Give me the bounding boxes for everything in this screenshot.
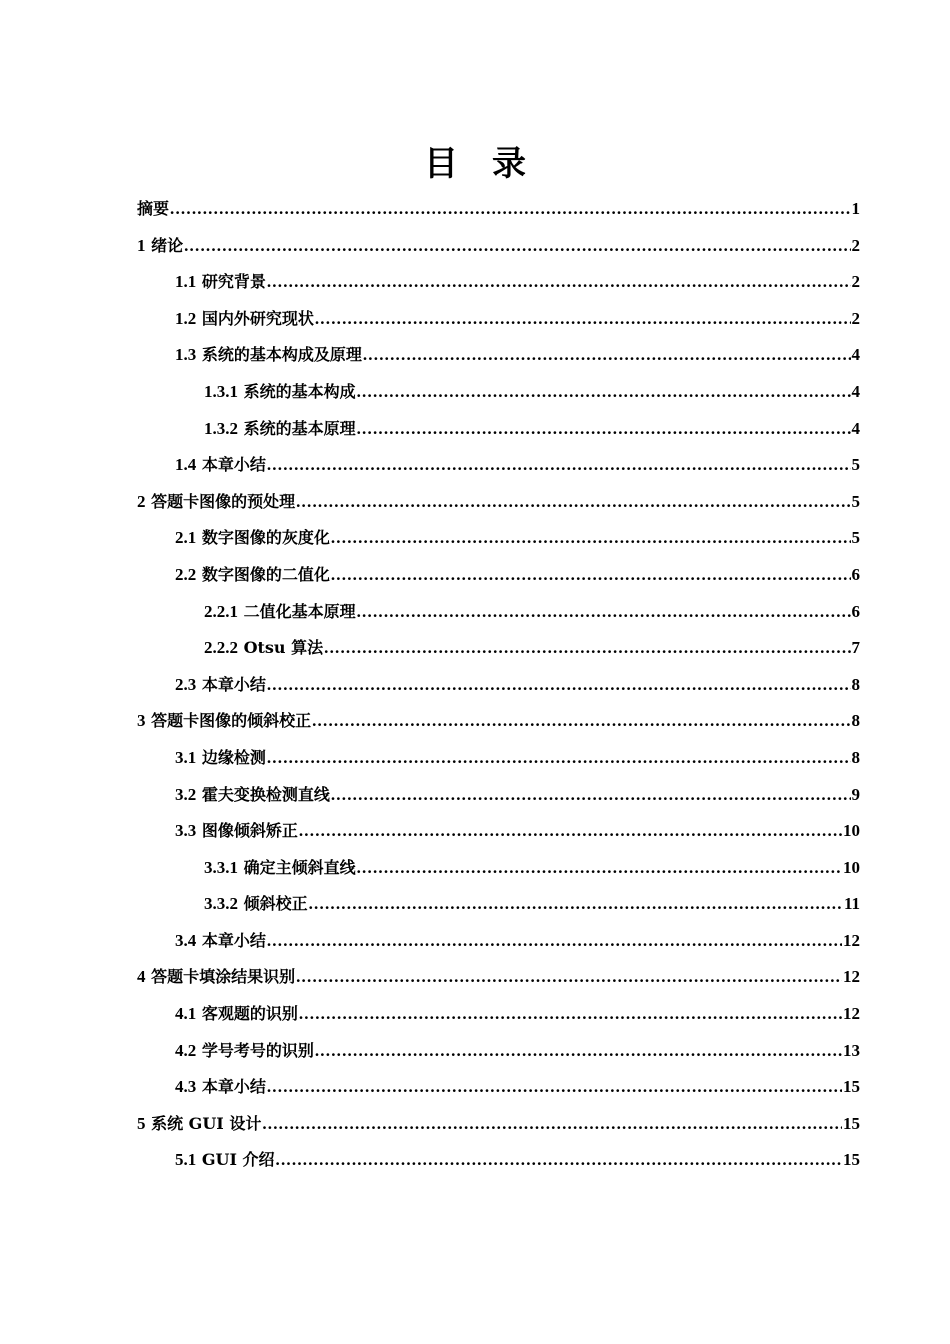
toc-entry-label xyxy=(175,1147,275,1173)
toc-entry-label xyxy=(137,1111,261,1137)
toc-dot-leader xyxy=(262,1111,842,1137)
toc-entry-number: 1.3.2 xyxy=(204,418,238,438)
toc-dot-leader xyxy=(267,672,851,698)
toc-entry-label xyxy=(175,1001,298,1027)
toc-dot-leader xyxy=(276,1147,842,1173)
toc-entry-page: 12 xyxy=(843,1004,860,1024)
toc-entry-number: 2.2.1 xyxy=(204,601,238,621)
toc-dot-leader xyxy=(267,269,851,295)
toc-entry-label xyxy=(137,708,311,734)
toc-entry-label xyxy=(204,635,323,661)
toc-entry-label xyxy=(204,599,356,625)
toc-entry[interactable] xyxy=(137,379,860,416)
toc-entry-text: Otsu 算法 xyxy=(243,638,324,658)
toc-entry[interactable] xyxy=(137,306,860,343)
toc-dot-leader xyxy=(267,452,851,478)
toc-entry-number: 3.4 xyxy=(175,930,197,950)
toc-entry-number: 3.3 xyxy=(175,821,197,841)
toc-entry[interactable] xyxy=(137,745,860,782)
toc-entry-label xyxy=(137,964,295,990)
toc-entry-text: 本章小结 xyxy=(201,455,266,475)
toc-entry-page: 15 xyxy=(843,1113,860,1133)
toc-dot-leader xyxy=(170,196,850,222)
toc-entry-number: 5 xyxy=(137,1113,146,1133)
toc-entry-page: 4 xyxy=(851,345,860,365)
toc-entry[interactable] xyxy=(137,342,860,379)
toc-dot-leader xyxy=(267,745,851,771)
toc-entry-page: 5 xyxy=(851,491,860,511)
toc-entry[interactable] xyxy=(137,1147,860,1184)
toc-entry-label xyxy=(175,745,266,771)
toc-entry-text: 二值化基本原理 xyxy=(243,601,356,621)
toc-title-left: 目 xyxy=(424,144,458,184)
toc-entry-number: 1.3 xyxy=(175,345,197,365)
toc-entry-page: 15 xyxy=(843,1150,860,1170)
toc-entry-page: 5 xyxy=(851,455,860,475)
toc-dot-leader xyxy=(331,562,851,588)
toc-entry-page: 15 xyxy=(843,1077,860,1097)
toc-entry-page: 9 xyxy=(851,784,860,804)
toc-entry-page: 12 xyxy=(843,930,860,950)
toc-entry-number: 2.2 xyxy=(175,564,197,584)
toc-entry-label xyxy=(175,562,330,588)
toc-entry-number: 4 xyxy=(137,967,146,987)
toc-entry-number: 3.3.2 xyxy=(204,894,238,914)
toc-entry[interactable] xyxy=(137,818,860,855)
toc-entry-text: 本章小结 xyxy=(201,930,266,950)
toc-entry-number: 4.2 xyxy=(175,1040,197,1060)
toc-entry-text: 数字图像的二值化 xyxy=(201,564,330,584)
toc-entry-page: 4 xyxy=(851,418,860,438)
toc-title xyxy=(0,136,950,185)
toc-entry-page: 2 xyxy=(851,235,860,255)
toc-entry-text: 图像倾斜矫正 xyxy=(201,821,298,841)
toc-entry[interactable] xyxy=(137,599,860,636)
toc-entry-text: 数字图像的灰度化 xyxy=(201,528,330,548)
toc-dot-leader xyxy=(312,708,850,734)
toc-entry[interactable] xyxy=(137,196,860,233)
toc-entry[interactable] xyxy=(137,269,860,306)
toc-entry-text: 答题卡填涂结果识别 xyxy=(151,967,296,987)
toc-entry-text: 研究背景 xyxy=(201,272,266,292)
toc-entry-label xyxy=(204,855,356,881)
toc-entry[interactable] xyxy=(137,928,860,965)
toc-list xyxy=(137,196,860,1184)
toc-entry-page: 1 xyxy=(851,199,860,218)
toc-dot-leader xyxy=(315,306,851,332)
toc-entry-page: 7 xyxy=(851,638,860,658)
toc-entry-number: 1.4 xyxy=(175,455,197,475)
toc-entry-text: 系统的基本原理 xyxy=(243,418,356,438)
toc-dot-leader xyxy=(296,964,842,990)
toc-entry-number: 1.2 xyxy=(175,308,197,328)
toc-entry[interactable] xyxy=(137,562,860,599)
toc-entry-number: 3.2 xyxy=(175,784,197,804)
toc-entry-text: 客观题的识别 xyxy=(201,1004,298,1024)
toc-entry-page: 4 xyxy=(851,381,860,401)
toc-entry[interactable] xyxy=(137,452,860,489)
toc-entry-page: 6 xyxy=(851,564,860,584)
toc-entry-number: 4.1 xyxy=(175,1004,197,1024)
toc-entry[interactable] xyxy=(137,416,860,453)
toc-entry-text: 国内外研究现状 xyxy=(201,308,314,328)
toc-entry-label xyxy=(175,1038,314,1064)
toc-entry-text: 系统的基本构成及原理 xyxy=(201,345,362,365)
toc-entry-text: 学号考号的识别 xyxy=(201,1040,314,1060)
toc-entry-label xyxy=(175,452,266,478)
toc-entry-text: 摘要 xyxy=(137,199,170,218)
toc-entry-number: 2.1 xyxy=(175,528,197,548)
toc-entry-page: 10 xyxy=(843,821,860,841)
toc-entry-page: 8 xyxy=(851,711,860,731)
toc-dot-leader xyxy=(299,818,842,844)
toc-entry-label xyxy=(204,891,308,917)
toc-dot-leader xyxy=(357,379,851,405)
toc-entry-label xyxy=(137,489,295,515)
toc-entry-text: GUI 介绍 xyxy=(201,1150,275,1170)
toc-entry[interactable] xyxy=(137,964,860,1001)
toc-entry[interactable] xyxy=(137,1038,860,1075)
toc-entry-number: 1 xyxy=(137,235,146,255)
toc-entry[interactable] xyxy=(137,855,860,892)
toc-dot-leader xyxy=(324,635,850,661)
toc-entry-text: 系统 GUI 设计 xyxy=(151,1113,262,1133)
toc-entry-page: 11 xyxy=(843,894,860,914)
toc-entry-page: 2 xyxy=(851,308,860,328)
toc-entry-label xyxy=(175,269,266,295)
toc-entry-page: 2 xyxy=(851,272,860,292)
toc-entry-label xyxy=(137,233,183,259)
toc-dot-leader xyxy=(296,489,850,515)
toc-entry[interactable] xyxy=(137,1111,860,1148)
toc-entry-label xyxy=(175,306,314,332)
toc-entry[interactable] xyxy=(137,891,860,928)
toc-entry-number: 2.2.2 xyxy=(204,638,238,658)
toc-entry-number: 4.3 xyxy=(175,1077,197,1097)
toc-entry-label xyxy=(175,525,330,551)
toc-entry-page: 5 xyxy=(851,528,860,548)
toc-entry-page: 10 xyxy=(843,857,860,877)
toc-entry-page: 13 xyxy=(843,1040,860,1060)
toc-dot-leader xyxy=(331,782,851,808)
toc-entry[interactable] xyxy=(137,782,860,819)
toc-entry-number: 1.3.1 xyxy=(204,381,238,401)
toc-entry-text: 绪论 xyxy=(151,235,184,255)
toc-dot-leader xyxy=(331,525,851,551)
toc-entry-number: 1.1 xyxy=(175,272,197,292)
toc-entry-page: 8 xyxy=(851,747,860,767)
toc-entry-label xyxy=(204,379,356,405)
toc-entry-text: 倾斜校正 xyxy=(243,894,308,914)
toc-entry[interactable] xyxy=(137,525,860,562)
toc-entry-label xyxy=(175,342,362,368)
toc-entry-number: 5.1 xyxy=(175,1150,197,1170)
toc-dot-leader xyxy=(357,599,851,625)
toc-entry-label xyxy=(175,928,266,954)
toc-entry-text: 答题卡图像的倾斜校正 xyxy=(151,711,312,731)
toc-dot-leader xyxy=(357,855,842,881)
toc-dot-leader xyxy=(267,928,842,954)
toc-dot-leader xyxy=(184,233,850,259)
toc-dot-leader xyxy=(363,342,851,368)
toc-entry-label xyxy=(137,196,169,222)
toc-entry-text: 确定主倾斜直线 xyxy=(243,857,356,877)
toc-entry-page: 12 xyxy=(843,967,860,987)
toc-entry-label xyxy=(175,818,298,844)
toc-entry-number: 2 xyxy=(137,491,146,511)
toc-entry-label xyxy=(204,416,356,442)
toc-dot-leader xyxy=(309,891,843,917)
toc-entry[interactable] xyxy=(137,708,860,745)
toc-entry-number: 3 xyxy=(137,711,146,731)
toc-entry-page: 6 xyxy=(851,601,860,621)
toc-entry[interactable] xyxy=(137,672,860,709)
toc-entry-text: 边缘检测 xyxy=(201,747,266,767)
toc-entry-text: 本章小结 xyxy=(201,1077,266,1097)
toc-entry-label xyxy=(175,1074,266,1100)
toc-entry[interactable] xyxy=(137,635,860,672)
toc-dot-leader xyxy=(357,416,851,442)
toc-entry[interactable] xyxy=(137,489,860,526)
toc-entry[interactable] xyxy=(137,1074,860,1111)
toc-entry[interactable] xyxy=(137,233,860,270)
toc-entry-page: 8 xyxy=(851,674,860,694)
toc-entry-label xyxy=(175,672,266,698)
toc-entry-text: 本章小结 xyxy=(201,674,266,694)
toc-entry[interactable] xyxy=(137,1001,860,1038)
toc-entry-text: 系统的基本构成 xyxy=(243,381,356,401)
toc-entry-text: 霍夫变换检测直线 xyxy=(201,784,330,804)
toc-entry-number: 3.3.1 xyxy=(204,857,238,877)
toc-entry-number: 3.1 xyxy=(175,747,197,767)
toc-entry-label xyxy=(175,782,330,808)
toc-title-right: 录 xyxy=(492,144,526,184)
toc-dot-leader xyxy=(267,1074,842,1100)
toc-entry-number: 2.3 xyxy=(175,674,197,694)
toc-dot-leader xyxy=(315,1038,842,1064)
toc-dot-leader xyxy=(299,1001,842,1027)
toc-entry-text: 答题卡图像的预处理 xyxy=(151,491,296,511)
